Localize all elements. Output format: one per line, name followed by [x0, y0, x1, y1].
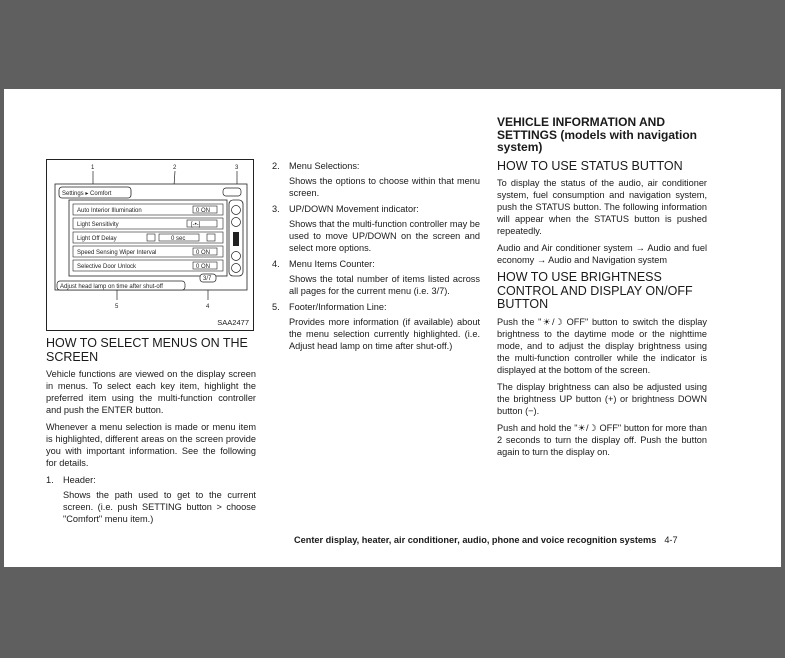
callout-3: 3	[235, 165, 239, 171]
screen-diagram	[47, 160, 255, 332]
paragraph: Vehicle functions are viewed on the display screen in menus. To select each key item, highlight the preferred item using the multi-function controller and push the ENTER button.	[46, 369, 256, 415]
menu-item-label: Light Sensitivity	[77, 222, 119, 228]
menu-item-value: 0 ON	[196, 250, 211, 256]
page-number: 4-7	[664, 535, 678, 545]
callout-2: 2	[173, 165, 177, 171]
menu-item-label: Speed Sensing Wiper Interval	[77, 250, 157, 256]
callout-5: 5	[115, 304, 119, 310]
callout-4: 4	[206, 304, 210, 310]
menu-item-label: Light Off Delay	[77, 236, 117, 242]
paragraph: Audio and Air conditioner system → Audio and fuel economy → Audio and Navigation system	[497, 243, 707, 265]
middle-column	[272, 160, 480, 356]
paragraph: To display the status of the audio, air conditioner system, fuel consumption and navigation system, push the STATUS button. The following information will appear when the STATUS button is pushed repeatedly.	[497, 178, 707, 236]
page-footer	[294, 535, 678, 545]
footer-info-line: Adjust head lamp on time after shut-off	[60, 284, 163, 290]
list-item: 1. Header: Shows the path used to get to the current screen. (i.e. push SETTING button > choose "Comfort" menu item.)	[46, 475, 256, 524]
list-item: 5. Footer/Information Line: Provides more information (if available) about the menu selection currently highlighted. (i.e. Adjust head lamp on time after shut-off.)	[272, 302, 480, 351]
list-item: 4. Menu Items Counter: Shows the total number of items listed across all pages for the current menu (i.e. 3/7).	[272, 259, 480, 296]
menu-items-counter: 3/7	[203, 276, 212, 282]
select-menus-heading: HOW TO SELECT MENUS ON THE SCREEN	[46, 336, 248, 364]
menu-screen-figure	[46, 159, 254, 331]
paragraph: Whenever a menu selection is made or menu item is highlighted, different areas on the screen provide you with important information. See the following for details.	[46, 422, 256, 468]
right-column	[497, 116, 707, 463]
menu-item-label: Auto Interior Illumination	[77, 208, 142, 214]
status-heading: HOW TO USE STATUS BUTTON	[497, 158, 683, 173]
brightness-heading: HOW TO USE BRIGHTNESS CONTROL AND DISPLAY ON/OFF BUTTON	[497, 270, 693, 311]
callout-1: 1	[91, 165, 95, 171]
menu-item-value: 0 ON	[196, 264, 211, 270]
list-item: 2. Menu Selections: Shows the options to choose within that menu screen.	[272, 161, 480, 198]
section-title: VEHICLE INFORMATION AND SETTINGS (models with navigation system)	[497, 115, 698, 154]
menu-item-value: 0 sec	[171, 236, 186, 242]
manual-page	[4, 89, 781, 567]
footer-text: Center display, heater, air conditioner, audio, phone and voice recognition systems	[294, 535, 657, 545]
screen-header-text: Settings ▸ Comfort	[62, 191, 112, 197]
left-column	[46, 337, 256, 529]
menu-item-label: Selective Door Unlock	[77, 264, 137, 270]
menu-item-value: 0 ON	[196, 208, 211, 214]
menu-item-value: [-•-]	[191, 222, 201, 228]
paragraph: The display brightness can also be adjusted using the brightness UP button (+) or brightness DOWN button (−).	[497, 381, 707, 416]
paragraph: Push and hold the "☀/☽ OFF" button for more than 2 seconds to turn the display off. Push the button again to turn the display on.	[497, 422, 707, 457]
figure-code: SAA2477	[217, 318, 249, 327]
paragraph: Push the "☀/☽ OFF" button to switch the display brightness to the daytime mode or the nighttime mode, and to adjust the display brightness using the multi-function controller while the indicator is displayed at the bottom of the screen.	[497, 316, 707, 375]
list-item: 3. UP/DOWN Movement indicator: Shows that the multi-function controller may be used to move UP/DOWN on the screen and select more options.	[272, 204, 480, 253]
